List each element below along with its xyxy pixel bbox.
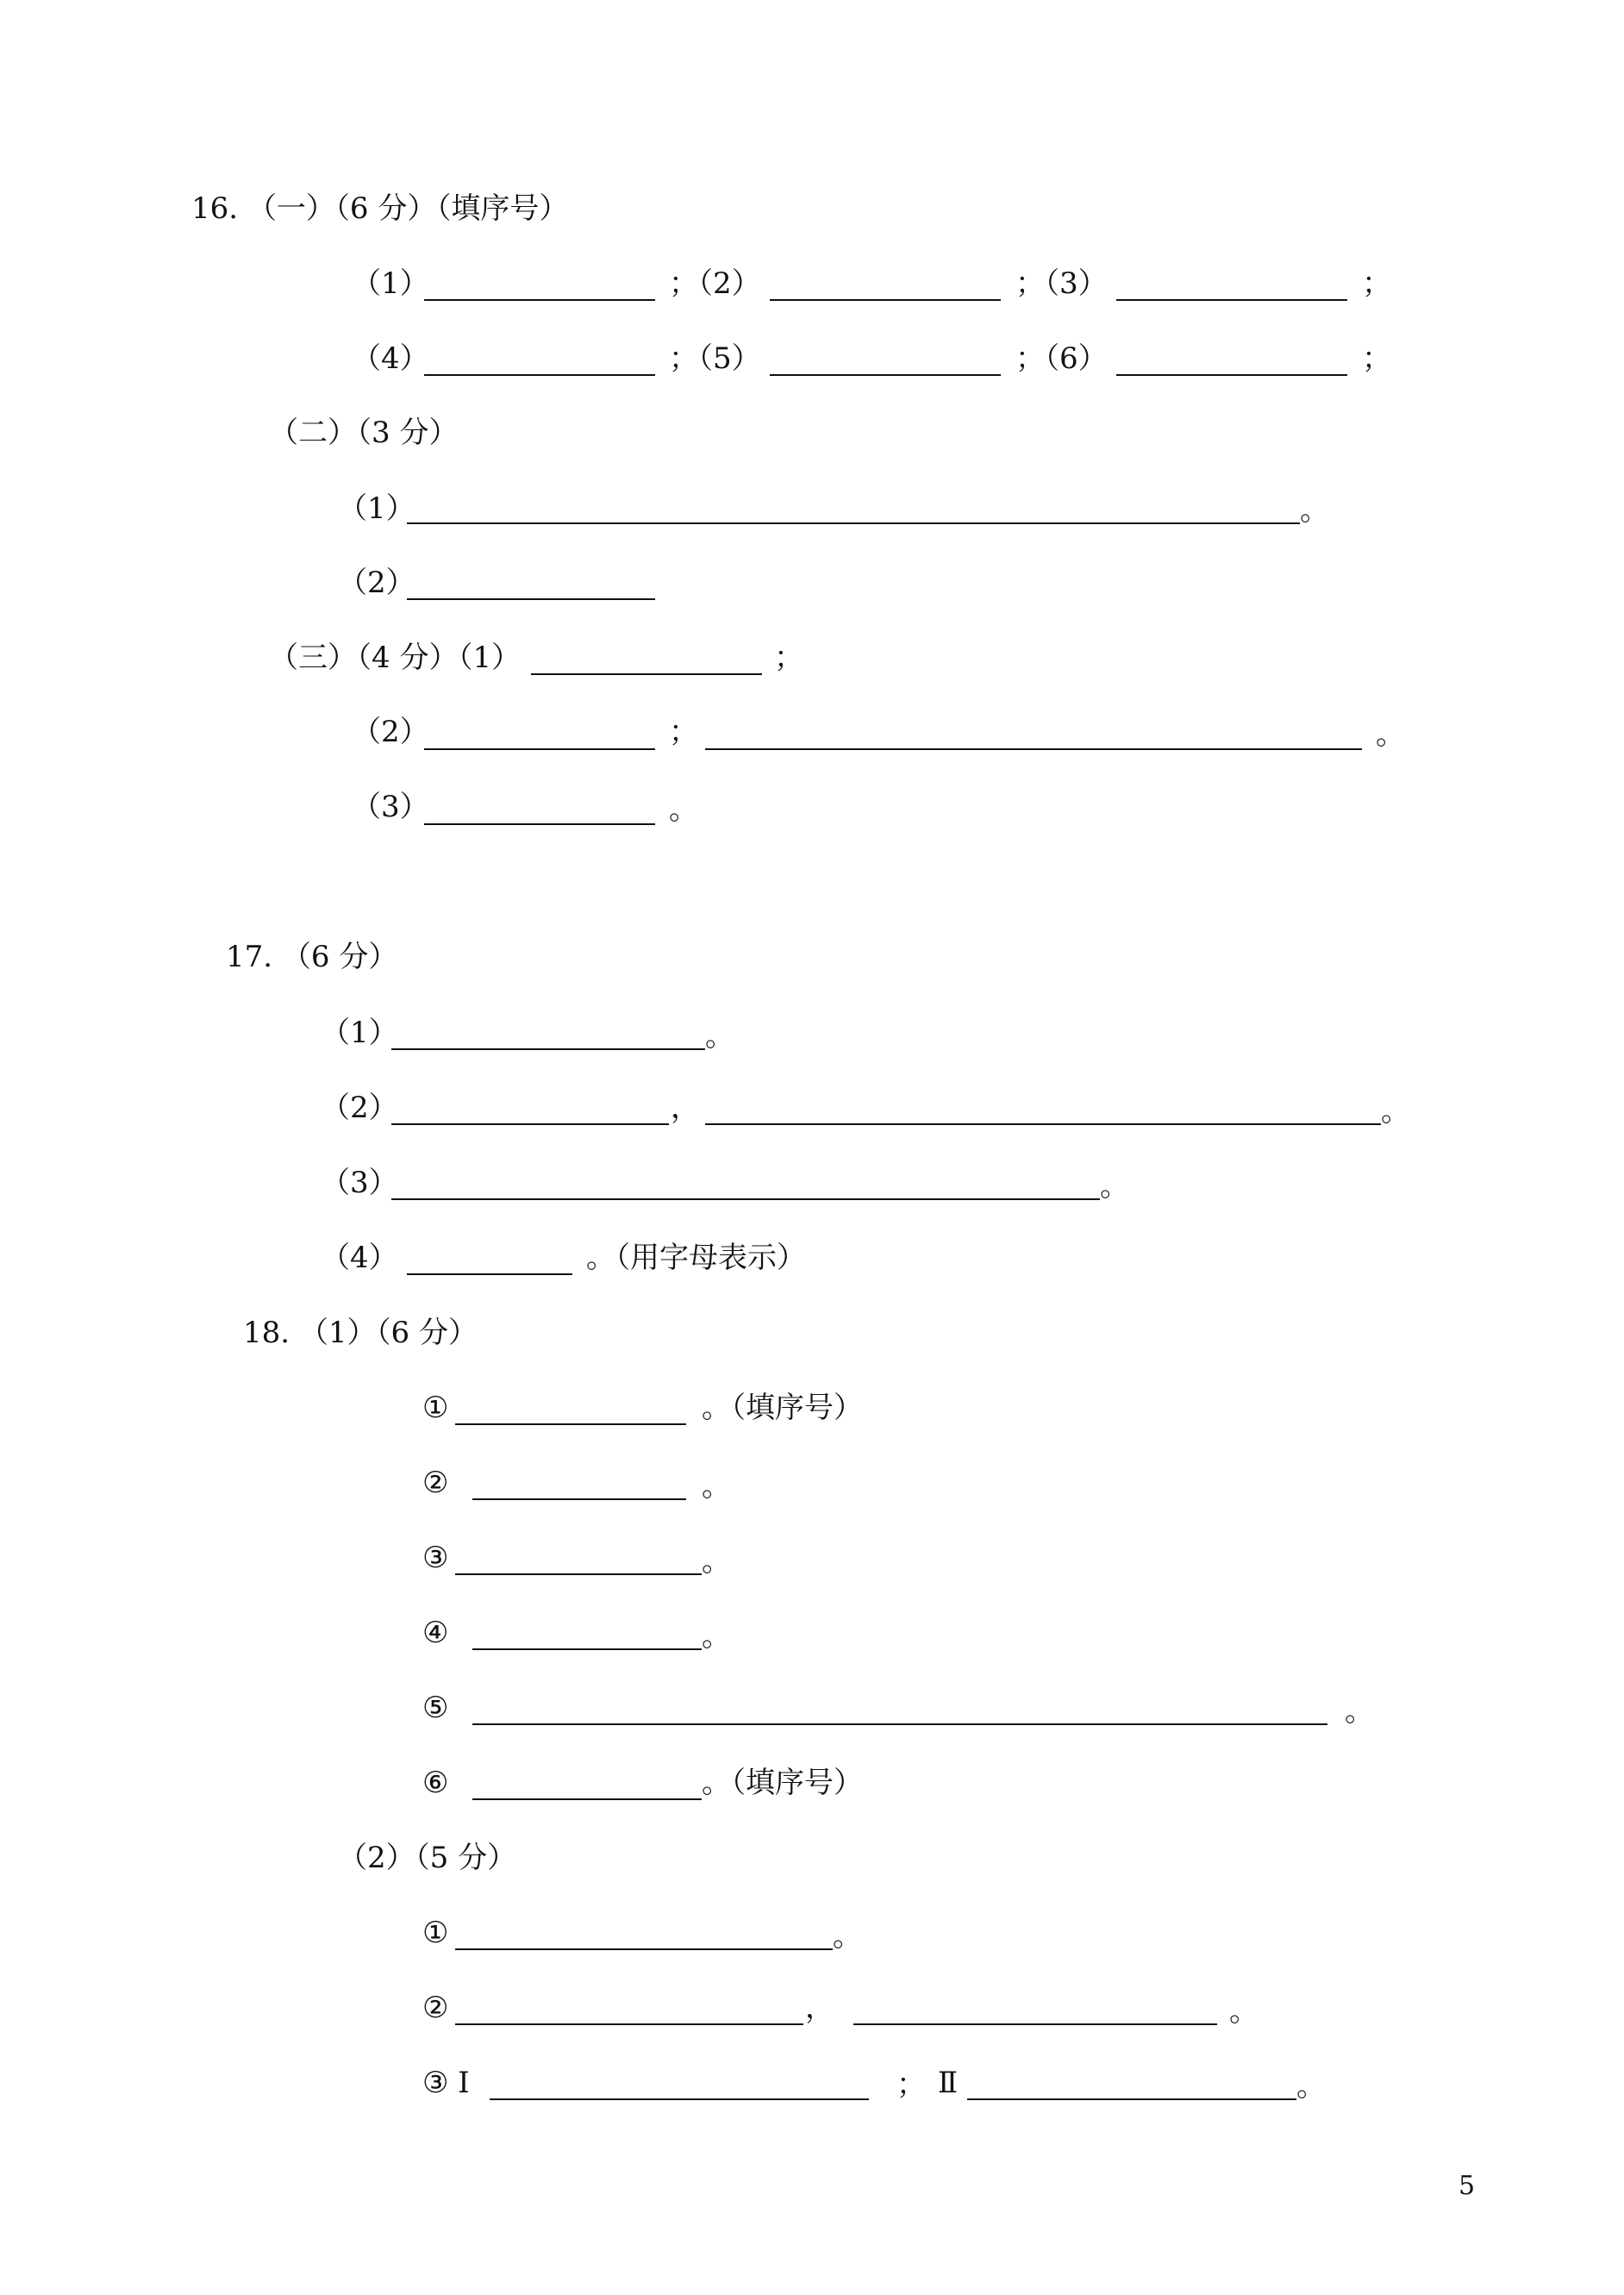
q17-2-end: 。 (1381, 1094, 1410, 1129)
q16-5-label: ；（5） (669, 341, 761, 376)
q17-1-label: （1） (321, 1016, 398, 1050)
q18-part2-3-sep: ； (896, 2067, 926, 2102)
q16-row2-end: ； (1362, 341, 1391, 376)
q17-1-end: 。 (705, 1019, 734, 1054)
q18-part2-1-end: 。 (833, 1919, 862, 1954)
q18-5-end: 。 (1345, 1694, 1374, 1729)
q16-4-label: （4） (352, 341, 429, 376)
q18-6-label: ⑥ (422, 1766, 449, 1800)
q16-4-blank[interactable] (424, 374, 655, 376)
q18-1-label: ① (422, 1391, 449, 1425)
q18-part2-2-sep: ， (805, 1991, 834, 2025)
q16-part2-1-label: （1） (338, 491, 415, 526)
q18-4-blank[interactable] (472, 1648, 702, 1650)
q18-part2-3-label: ③ Ⅰ (422, 2066, 470, 2100)
q18-part2-2a-blank[interactable] (455, 2023, 803, 2025)
q17-2b-blank[interactable] (705, 1123, 1381, 1125)
q18-5-blank[interactable] (472, 1723, 1327, 1725)
q18-part2-title: （2）（5 分） (338, 1841, 517, 1875)
q18-part2-2b-blank[interactable] (853, 2023, 1217, 2025)
q16-part3-3-label: （3） (352, 790, 429, 824)
q18-5-label: ⑤ (422, 1691, 449, 1725)
q18-part2-3b-label: Ⅱ (938, 2066, 959, 2100)
q18-2-blank[interactable] (472, 1498, 686, 1500)
q16-3-label: ；（3） (1015, 266, 1108, 301)
q16-part3-2-sep: ； (669, 715, 698, 749)
q16-6-blank[interactable] (1116, 374, 1347, 376)
q16-part2-1-blank[interactable] (407, 522, 1300, 524)
q18-6-blank[interactable] (472, 1798, 702, 1800)
q16-part2-title: （二）（3 分） (269, 416, 459, 450)
q17-3-end: 。 (1100, 1169, 1129, 1204)
q18-1-end: 。（填序号） (702, 1391, 863, 1425)
q17-4-label: （4） (321, 1241, 398, 1275)
q16-part3-2a-blank[interactable] (424, 748, 655, 750)
q16-title: 16. （一）（6 分）（填序号） (191, 191, 569, 226)
q16-part2-2-label: （2） (338, 566, 415, 600)
q18-part2-1-label: ① (422, 1916, 449, 1950)
q18-3-blank[interactable] (455, 1573, 702, 1575)
q16-part3-3-end: 。 (669, 792, 698, 827)
page-number: 5 (1458, 2171, 1476, 2201)
q18-title: 18. （1）（6 分） (243, 1316, 478, 1350)
q16-part3-1-end: ； (774, 641, 803, 675)
q16-2-label: ；（2） (669, 266, 761, 301)
q16-6-label: ；（6） (1015, 341, 1108, 376)
q16-part2-2-blank[interactable] (407, 598, 655, 600)
q18-2-label: ② (422, 1466, 449, 1500)
q18-part2-2-label: ② (422, 1991, 449, 2025)
q16-part3-1-blank[interactable] (531, 673, 762, 675)
q16-5-blank[interactable] (770, 374, 1001, 376)
q18-3-label: ③ (422, 1541, 449, 1575)
q18-2-end: 。 (702, 1469, 731, 1504)
q18-part2-3b-blank[interactable] (967, 2098, 1296, 2100)
q16-3-blank[interactable] (1116, 299, 1347, 301)
q18-part2-1-blank[interactable] (455, 1948, 833, 1950)
q18-1-blank[interactable] (455, 1423, 686, 1425)
q16-2-blank[interactable] (770, 299, 1001, 301)
q16-row1-end: ； (1362, 266, 1391, 301)
q16-part3-2-label: （2） (352, 715, 429, 749)
q16-1-blank[interactable] (424, 299, 655, 301)
q18-part2-2-end: 。 (1229, 1994, 1259, 2029)
q17-3-blank[interactable] (391, 1198, 1100, 1200)
q16-1-label: （1） (352, 266, 429, 301)
q16-part3-2-end: 。 (1376, 717, 1405, 752)
q16-part3-3-blank[interactable] (424, 823, 655, 825)
q16-part3-2b-blank[interactable] (705, 748, 1362, 750)
q18-part2-3a-blank[interactable] (490, 2098, 869, 2100)
q17-3-label: （3） (321, 1166, 398, 1200)
q18-6-end: 。（填序号） (702, 1766, 863, 1800)
q16-part2-1-end: 。 (1300, 493, 1329, 528)
q17-4-end: 。（用字母表示） (586, 1241, 806, 1275)
q17-1-blank[interactable] (391, 1048, 705, 1050)
q18-4-end: 。 (702, 1619, 731, 1654)
q17-2a-blank[interactable] (391, 1123, 669, 1125)
q16-part3-title: （三）（4 分）（1） (269, 641, 522, 675)
q18-4-label: ④ (422, 1616, 449, 1650)
q17-4-blank[interactable] (407, 1273, 572, 1275)
q18-3-end: 。 (702, 1544, 731, 1579)
q17-2-label: （2） (321, 1091, 398, 1125)
q17-title: 17. （6 分） (226, 940, 398, 974)
q17-2-sep: ， (671, 1091, 700, 1125)
q18-part2-3-end: 。 (1296, 2069, 1326, 2104)
